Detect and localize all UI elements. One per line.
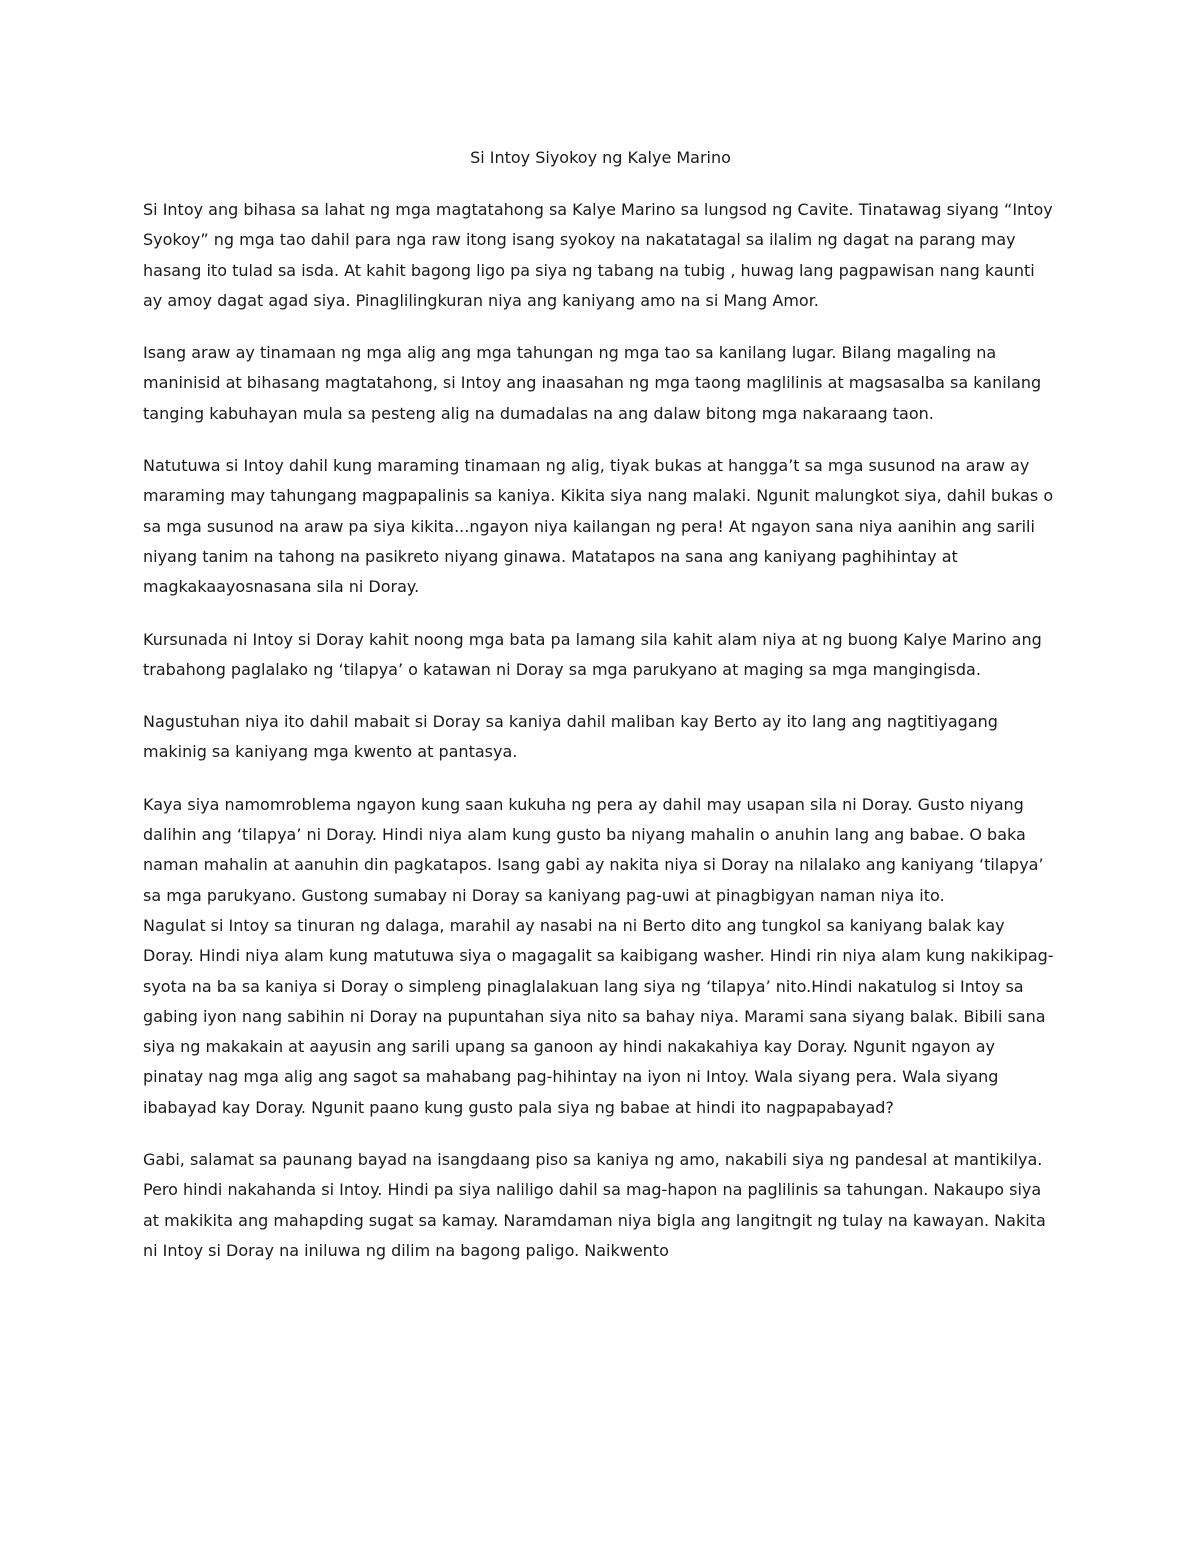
paragraph-7: Nagulat si Intoy sa tinuran ng dalaga, marahil ay nasabi na ni Berto dito ang tungkol sa kaniyang balak kay Doray. Hindi niya alam kung matutuwa siya o magagalit sa kaibigang washer. Hindi rin niya alam kung nakikipag-syota na ba sa kaniya si Doray o simpleng pinaglalakuan lang siya ng ‘tilapya’ nito.Hindi nakatulog si Intoy sa gabing iyon nang sabihin ni Doray na pupuntahan siya nito sa bahay niya. Marami sana siyang balak. Bibili sana siya ng makakain at aayusin ang sarili upang sa ganoon ay hindi nakakahiya kay Doray. Ngunit ngayon ay pinatay nag mga alig ang sagot sa mahabang pag-hihintay na iyon ni Intoy. Wala siyang pera. Wala siyang ibabayad kay Doray. Ngunit paano kung gusto pala siya ng babae at hindi ito nagpapabayad? <box>143 915 1054 1117</box>
paragraph-1: Si Intoy ang bihasa sa lahat ng mga magtatahong sa Kalye Marino sa lungsod ng Cavite. Tinatawag siyang “Intoy Syokoy” ng mga tao dahil para nga raw itong isang syokoy na nakatatagal sa ilalim ng dagat na parang may hasang ito tulad sa isda. At kahit bagong ligo pa siya ng tabang na tubig , huwag lang pagpawisan nang kaunti ay amoy dagat agad siya. Pinaglilingkuran niya ang kaniyang amo na si Mang Amor. <box>143 200 1053 310</box>
paragraph-8: Gabi, salamat sa paunang bayad na isangdaang piso sa kaniya ng amo, nakabili siya ng pandesal at mantikilya. Pero hindi nakahanda si Intoy. Hindi pa siya naliligo dahil sa mag-hapon na paglilinis sa tahungan. Nakaupo siya at makikita ang mahapding sugat sa kamay. Naramdaman niya bigla ang langitngit ng tulay na kawayan. Nakita ni Intoy si Doray na iniluwa ng dilim na bagong paligo. Naikwento <box>143 1150 1046 1260</box>
paragraph-6: Kaya siya namomroblema ngayon kung saan kukuha ng pera ay dahil may usapan sila ni Doray. Gusto niyang dalihin ang ‘tilapya’ ni Doray. Hindi niya alam kung gusto ba niyang mahalin o anuhin lang ang babae. O baka naman mahalin at aanuhin din pagkatapos. Isang gabi ay nakita niya si Doray na nilalako ang kaniyang ‘tilapya’ sa mga parukyano. Gustong sumabay ni Doray sa kaniyang pag-uwi at pinagbigyan naman niya ito. <box>143 794 1044 905</box>
paragraph-5: Nagustuhan niya ito dahil mabait si Doray sa kaniya dahil maliban kay Berto ay ito lang ang nagtitiyagang makinig sa kaniyang mga kwento at pantasya. <box>143 712 998 762</box>
paragraph-4: Kursunada ni Intoy si Doray kahit noong mga bata pa lamang sila kahit alam niya at ng buong Kalye Marino ang trabahong paglalako ng ‘tilapya’ o katawan ni Doray sa mga parukyano at maging sa mga mangingisda. <box>143 629 1042 679</box>
paragraph-2: Isang araw ay tinamaan ng mga alig ang mga tahungan ng mga tao sa kanilang lugar. Bilang magaling na maninisid at bihasang magtatahong, si Intoy ang inaasahan ng mga taong maglilinis at magsasalba sa kanilang tanging kabuhayan mula sa pesteng alig na dumadalas na ang dalaw bitong mga nakaraang taon. <box>143 343 1042 423</box>
paragraph-3: Natutuwa si Intoy dahil kung maraming tinamaan ng alig, tiyak bukas at hangga’t sa mga susunod na araw ay maraming may tahungang magpapalinis sa kaniya. Kikita siya nang malaki. Ngunit malungkot siya, dahil bukas o sa mga susunod na araw pa siya kikita...ngayon niya kailangan ng pera! At ngayon sana niya aanihin ang sarili niyang tanim na tahong na pasikreto niyang ginawa. Matatapos na sana ang kaniyang paghihintay at magkakaayosnasana sila ni Doray. <box>143 456 1054 597</box>
document-title: Si Intoy Siyokoy ng Kalye Marino <box>470 148 731 167</box>
document-page <box>143 143 1058 1403</box>
